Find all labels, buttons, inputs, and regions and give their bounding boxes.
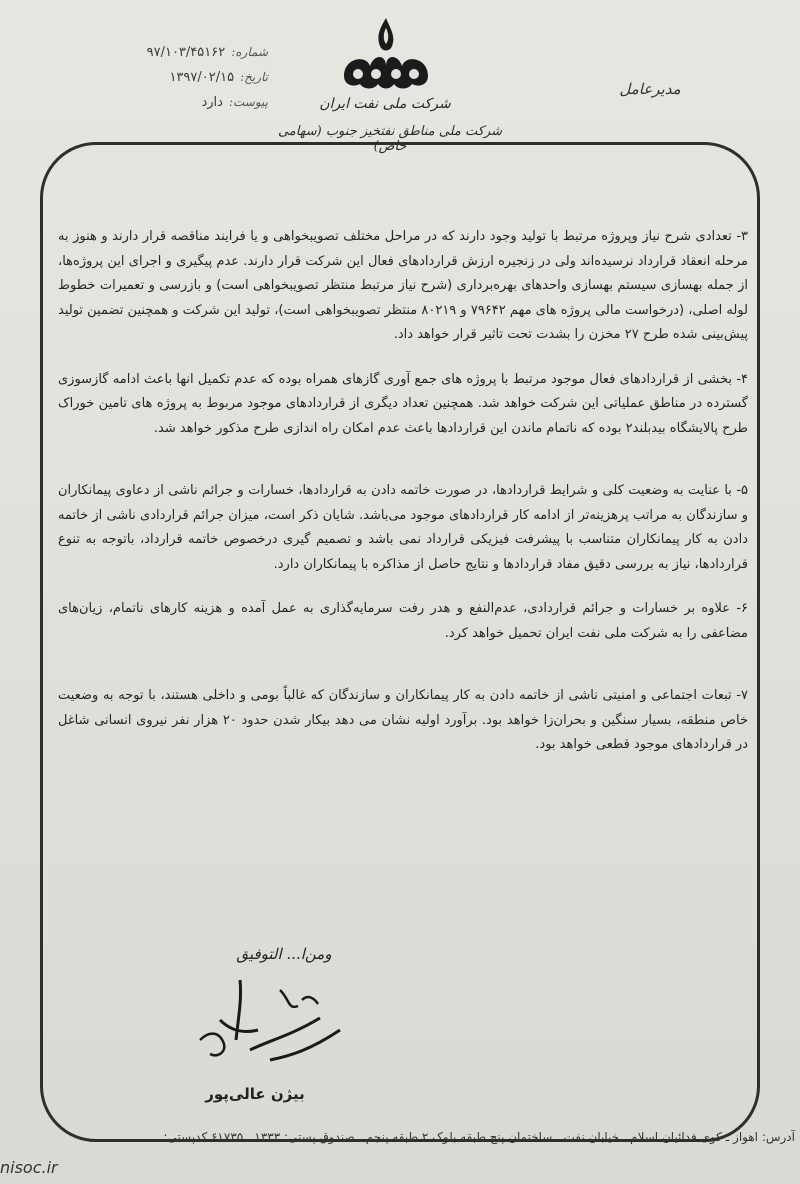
- letter-meta: [78, 40, 268, 115]
- signer-name: بیژن عالی‌پور: [205, 1085, 305, 1103]
- handwritten-signature-icon: [180, 960, 350, 1080]
- date-label: تاریخ:: [240, 70, 268, 84]
- footer-address: آدرس: اهواز ـ کوی فدائیان اسلام ـ خیابان نفت ـ ساختمان پنج طبقه بلوک ۲ طبقه پنجم ـ صندوق پستی: ۱۳۳۳ ـ ۶۱۷۳۵ کدپستی:: [163, 1130, 795, 1144]
- company-subsidiary: شرکت ملی مناطق نفتخیز جنوب (سهامی خاص): [277, 124, 503, 154]
- paragraph-7: ۷- تبعات اجتماعی و امنیتی ناشی از خاتمه دادن به کار پیمانکاران و سازندگان که غالباً بومی و داخلی هستند، با توجه به وضعیت خاص منطقه، بسیار سنگین و بحران‌زا خواهد بود. برآورد اولیه نشان می دهد بیکار شدن حدود ۲۰ هزار نفر نیروی انسانی شاغل در قراردادهای موجود قطعی خواهد بود.: [58, 688, 748, 752]
- letter-body: [58, 225, 748, 778]
- date-value: ۱۳۹۷/۰۲/۱۵: [169, 70, 235, 85]
- paragraph-6: ۶- علاوه بر خسارات و جرائم قراردادی، عدم‌النفع و هدر رفت سرمایه‌گذاری به عمل آمده و هزینه کارهای ناتمام، زیان‌های مضاعفی را به شرکت ملی نفت ایران تحمیل خواهد کرد.: [58, 601, 748, 641]
- company-name: شرکت ملی نفت ایران: [319, 96, 451, 112]
- footer-website: nisoc.ir: [0, 1158, 58, 1177]
- number-value: ۹۷/۱۰۳/۴۵۱۶۲: [146, 45, 226, 60]
- attachment-label: پیوست:: [228, 95, 268, 109]
- number-label: شماره:: [231, 45, 268, 59]
- nioc-flame-logo-icon: [336, 14, 436, 94]
- paragraph-5: ۵- با عنایت به وضعیت کلی و شرایط قراردادها، در صورت خاتمه دادن به قراردادها، خسارات و جرائم ناشی از دعاوی پیمانکاران و سازندگان به مراتب پرهزینه‌تر از ادامه کار قراردادهای موجود می‌باشد. شایان ذکر است، میزان جرائم قراردادی ناشی از خاتمه دادن به کار پیمانکاران متناسب با پیشرفت فیزیکی قرارداد نمی باشد و تصمیم گیری درخصوص خاتمه قرارداد، باتوجه به تنوع قراردادها، نیاز به بررسی دقیق مفاد قراردادها و نتایج حاصل از مذاکره با پیمانکاران دارد.: [58, 483, 748, 572]
- letter-attachment: [78, 90, 268, 115]
- closing-phrase: ومن‌ا... التوفیق: [236, 945, 332, 963]
- recipient-role: مدیرعامل: [619, 80, 681, 98]
- attachment-value: دارد: [201, 95, 223, 110]
- paragraph-4: ۴- بخشی از قراردادهای فعال موجود مرتبط با پروژه های جمع آوری گازهای همراه بوده که عدم تکمیل انها باعث ادامه گازسوزی گسترده در مناطق عملیاتی این شرکت خواهد شد. همچنین تعداد دیگری از قراردادهای موجود مربوط به پروژه های تامین خوراک طرح پالایشگاه بیدبلند۲ بوده که ناتمام ماندن این قراردادها باعث عدم امکان راه اندازی طرح مذکور خواهد شد.: [58, 371, 748, 436]
- letter-date: [78, 65, 268, 90]
- paragraph-3: ۳- تعدادی شرح نیاز وپروژه مرتبط با تولید وجود دارند که در مراحل مختلف تصویبخواهی و یا فرایند مناقصه قرار دارند و هنوز به مرحله انعقاد قرارداد نرسیده‌اند ولی در زنجیره ارزش قراردادهای فعال این شرکت قرار دارند. عدم پیگیری و اجرای این پروژه‌ها، از جمله بهسازی سیستم بهسازی واحدهای بهره‌برداری (شرح نیاز مرتبط منتظر تصویبخواهی است) و بازرسی و تعمیرات خطوط لوله اصلی، (درخواست مالی پروژه های مهم ۷۹۶۴۲ و ۸۰۲۱۹ منتظر تصویبخواهی است)، تولید این شرکت و همچنین تضمین تولید پیش‌بینی شده طرح ۲۷ مخزن را بشدت تحت تاثیر قرار خواهد داد.: [58, 229, 748, 342]
- letter-number: [78, 40, 268, 65]
